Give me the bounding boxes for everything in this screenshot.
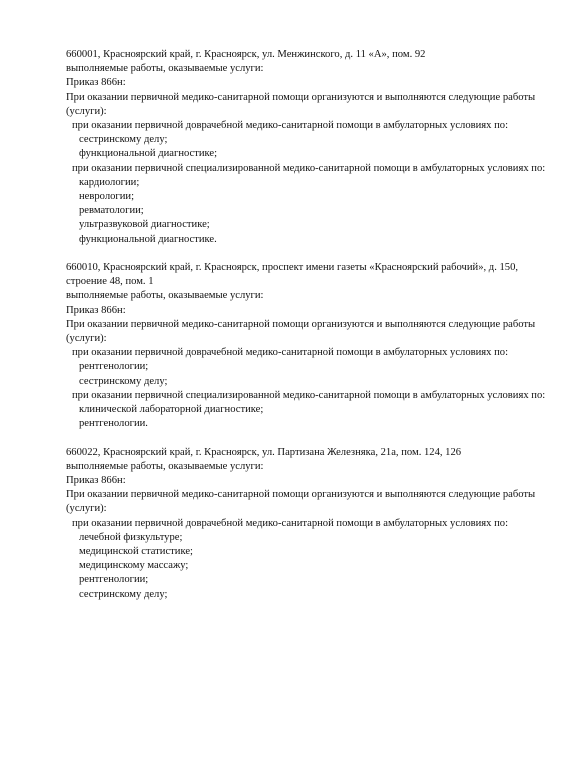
works-label: выполняемые работы, оказываемые услуги: — [66, 460, 264, 472]
section-address: 660010, Красноярский край, г. Красноярск, проспект имени газеты «Красноярский рабочий», д. 150, строение 48, пом. 1 — [66, 262, 519, 288]
service-item: лечебной физкультуре; — [79, 531, 183, 543]
service-item: сестринскому делу; — [79, 588, 168, 600]
works-label: выполняемые работы, оказываемые услуги: — [66, 63, 264, 75]
license-section — [66, 261, 546, 431]
license-section — [66, 48, 546, 247]
group-heading: при оказании первичной доврачебной медико-санитарной помощи в амбулаторных условиях по: — [72, 517, 509, 529]
service-item: сестринскому делу; — [79, 375, 168, 387]
section-intro: При оказании первичной медико-санитарной помощи организуются и выполняются следующие работы (услуги): — [66, 91, 536, 117]
document-text — [66, 48, 546, 602]
service-item: неврологии; — [79, 191, 135, 203]
section-intro: При оказании первичной медико-санитарной помощи организуются и выполняются следующие работы (услуги): — [66, 489, 536, 515]
service-item: клинической лабораторной диагностике; — [79, 404, 264, 416]
group-heading: при оказании первичной специализированной медико-санитарной помощи в амбулаторных условиях по: — [72, 389, 546, 401]
order-ref: Приказ 866н: — [66, 304, 126, 316]
section-address: 660022, Красноярский край, г. Красноярск, ул. Партизана Железняка, 21а, пом. 124, 126 — [66, 446, 462, 458]
group-heading: при оказании первичной доврачебной медико-санитарной помощи в амбулаторных условиях по: — [72, 120, 509, 132]
group-heading: при оказании первичной специализированной медико-санитарной помощи в амбулаторных условиях по: — [72, 162, 546, 174]
service-item: рентгенологии; — [79, 574, 149, 586]
order-ref: Приказ 866н: — [66, 77, 126, 89]
service-item: сестринскому делу; — [79, 134, 168, 146]
service-item: ревматологии; — [79, 205, 144, 217]
service-item: функциональной диагностике. — [79, 233, 217, 245]
service-item: ультразвуковой диагностике; — [79, 219, 210, 231]
service-item: рентгенологии. — [79, 418, 148, 430]
service-item: рентгенологии; — [79, 361, 149, 373]
service-item: функциональной диагностике; — [79, 148, 218, 160]
license-section — [66, 446, 546, 602]
works-label: выполняемые работы, оказываемые услуги: — [66, 290, 264, 302]
service-item: медицинскому массажу; — [79, 560, 189, 572]
service-item: кардиологии; — [79, 176, 140, 188]
section-intro: При оказании первичной медико-санитарной помощи организуются и выполняются следующие работы (услуги): — [66, 318, 536, 345]
group-heading: при оказании первичной доврачебной медико-санитарной помощи в амбулаторных условиях по: — [72, 347, 509, 359]
service-item: медицинской статистике; — [79, 546, 193, 558]
section-address: 660001, Красноярский край, г. Красноярск, ул. Менжинского, д. 11 «А», пом. 92 — [66, 49, 426, 60]
order-ref: Приказ 866н: — [66, 475, 126, 487]
